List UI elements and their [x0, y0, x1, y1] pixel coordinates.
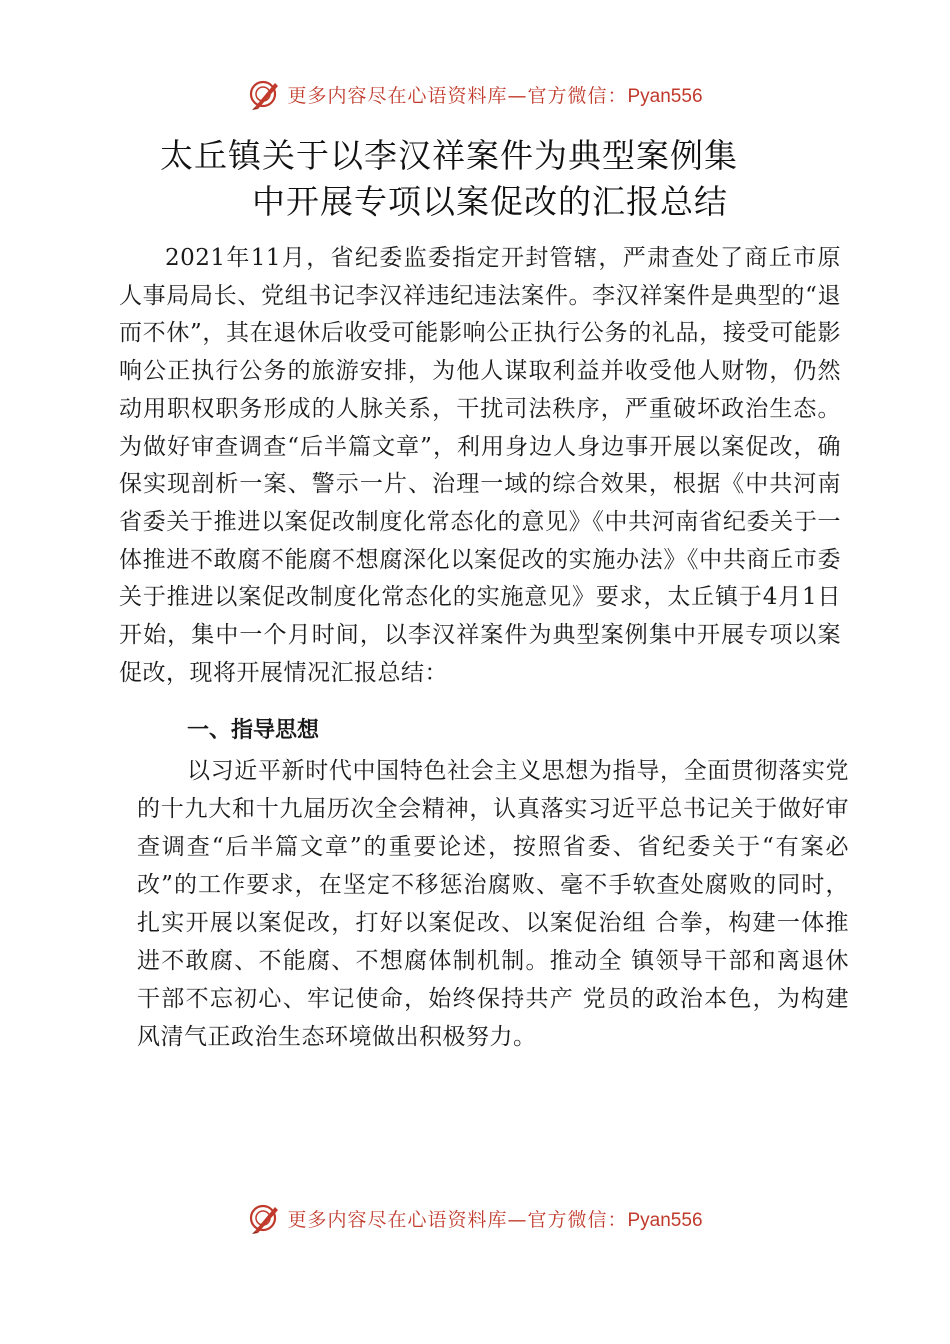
section-paragraph: 以习近平新时代中国特色社会主义思想为指导，全面贯彻落实党的十九大和十九届历次全会精神，认真落实习近平总书记关于做好审查调查“后半篇文章”的重要论述，按照省委、省纪委关于“有案必改”的工作要求，在坚定不移惩治腐败、毫不手软查处腐败的同时，扎实开展以案促改，打好以案促改、以案促治组 合拳，构建一体推进不敢腐、不能腐、不想腐体制机制。推动全 镇领导干部和离退休干部不忘初心、牢记使命，始终保持共产 党员的政治本色，为构建风清气正政治生态环境做出积极努力。 [137, 758, 849, 1050]
wechat-id: Pyan556 [627, 1209, 703, 1231]
title-line-1: 太丘镇关于以李汉祥案件为典型案例集 [160, 136, 738, 175]
wechat-id: Pyan556 [627, 85, 703, 107]
intro-paragraph: 2021年11月，省纪委监委指定开封管辖，严肃查处了商丘市原人事局局长、党组书记李汉祥违纪违法案件。李汉祥案件是典型的“退而不休”，其在退休后收受可能影响公正执行公务的礼品，接受可能影响公正执行公务的旅游安排，为他人谋取利益并收受他人财物，仍然动用职权职务形成的人脉关系，干扰司法秩序，严重破坏政治生态。为做好审查调查“后半篇文章”，利用身边人身边事开展以案促改，确保实现剖析一案、警示一片、治理一域的综合效果，根据《中共河南省委关于推进以案促改制度化常态化的意见》《中共河南省纪委关于一体推进不敢腐不能腐不想腐深化以案促改的实施办法》《中共商丘市委关于推进以案促改制度化常态化的实施意见》要求，太丘镇于4月1日开始，集中一个月时间，以李汉祥案件为典型案例集中开展专项以案促改，现将开展情况汇报总结： [119, 245, 841, 686]
section-heading: 一、指导思想 [187, 718, 320, 743]
banner-slogan: 更多内容尽在心语资料库—官方微信： [287, 84, 628, 107]
banner-text [287, 1205, 702, 1232]
banner-slogan: 更多内容尽在心语资料库—官方微信： [287, 1208, 628, 1231]
footer-banner [0, 1196, 950, 1240]
pen-circle-logo-icon [247, 1201, 281, 1235]
banner-text [287, 81, 702, 108]
pen-circle-logo-icon [247, 77, 281, 111]
header-banner [0, 72, 950, 116]
title-line-2: 中开展专项以案促改的汇报总结 [252, 182, 728, 221]
